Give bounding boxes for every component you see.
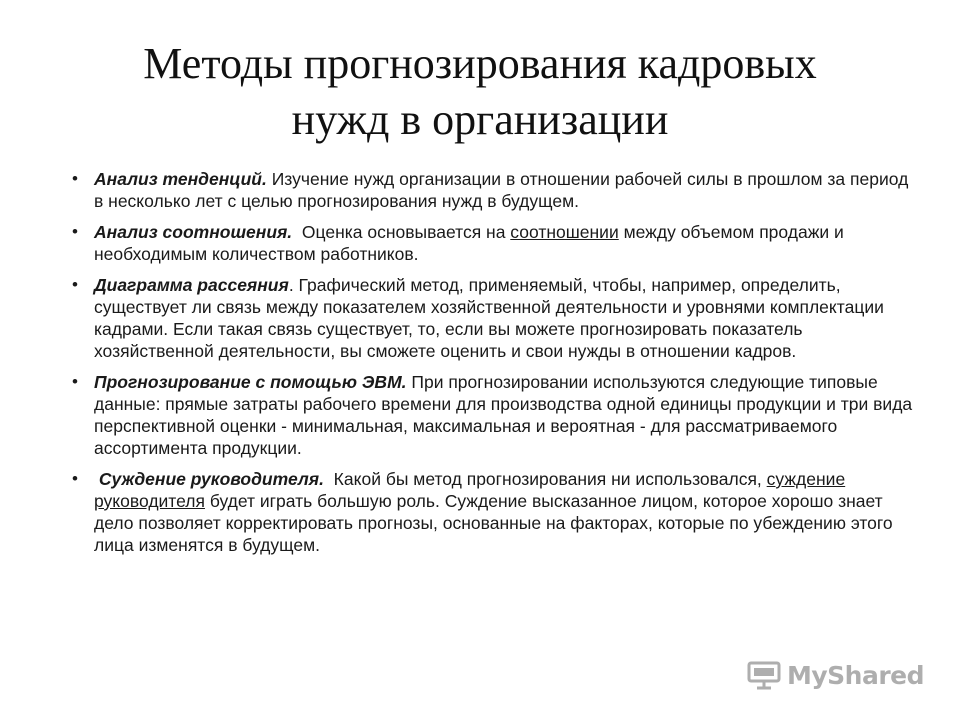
myshared-watermark	[747, 660, 924, 690]
bullet-text: При прогнозировании используются следующие типовые данные: прямые затраты рабочего времени для производства одной единицы продукции и три вида перспективной оценки - минимальная, максимальная и вероятная - для рассматриваемого ассортимента продукции.	[94, 372, 913, 458]
bullet-term: Диаграмма рассеяния	[94, 275, 289, 295]
bullet-underlined-text: соотношении	[510, 222, 619, 242]
bullet-text: будет играть большую роль. Суждение высказанное лицом, которое хорошо знает дело позволяет корректировать прогнозы, основанные на факторах, которые по убеждению этого лица изменятся в будущем.	[94, 491, 893, 555]
bullet-icon: •	[72, 372, 78, 391]
bullet-text: Изучение нужд организации в отношении рабочей силы в прошлом за период в несколько лет с целью прогнозирования нужд в будущем.	[94, 169, 909, 211]
watermark-brand: MyShared	[786, 660, 924, 690]
bullet-term: Суждение руководителя.	[94, 469, 324, 489]
bullet-item-scatter-diagram	[72, 274, 918, 362]
bullet-icon: •	[72, 169, 78, 188]
bullet-underlined-text: суждение руководителя	[94, 469, 846, 511]
bullet-term: Прогнозирование с помощью ЭВМ.	[94, 372, 407, 392]
slide-title	[40, 36, 920, 148]
bullet-icon: •	[72, 222, 78, 241]
slide-title-line-2: нужд в организации	[291, 95, 669, 144]
bullet-item-trend-analysis	[72, 168, 918, 212]
bullet-text: . Графический метод, применяемый, чтобы, например, определить, существует ли связь между показателем хозяйственной деятельности и уровнями комплектации кадрами. Если такая связь существует, то, если вы можете прогнозировать показатель хозяйственной деятельности, вы сможете оценить и свои нужды в отношении кадров.	[94, 275, 884, 361]
bullet-item-manager-judgment	[72, 468, 918, 556]
bullet-text: Оценка основывается на	[292, 222, 511, 242]
bullet-text: между объемом продажи и необходимым количеством работников.	[94, 222, 844, 264]
bullet-term: Анализ соотношения.	[94, 222, 293, 242]
presentation-board-icon	[747, 660, 781, 690]
bullet-text: Какой бы метод прогнозирования ни использовался,	[323, 469, 767, 489]
bullet-item-ratio-analysis	[72, 221, 918, 265]
bullet-icon: •	[72, 275, 78, 294]
bullet-icon: •	[72, 469, 78, 488]
bullet-term: Анализ тенденций.	[94, 169, 267, 189]
bullet-item-computer-forecasting	[72, 371, 918, 459]
bullet-list	[72, 168, 918, 565]
slide-title-line-1: Методы прогнозирования кадровых	[143, 39, 817, 88]
